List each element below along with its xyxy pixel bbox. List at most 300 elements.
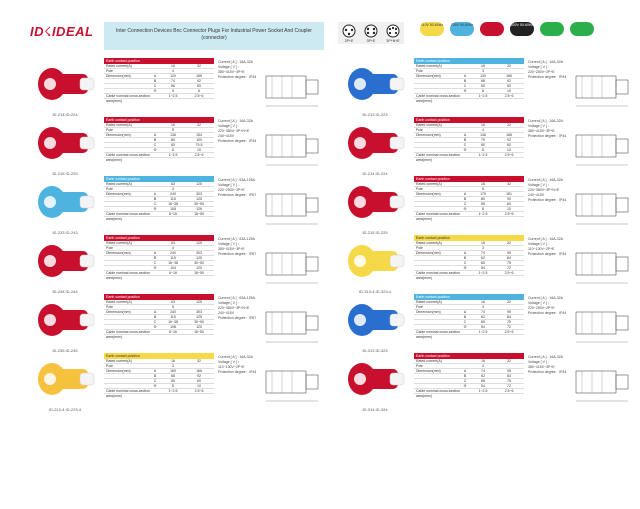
row-label: Cable nominal cross-section area(mm²)	[416, 330, 460, 339]
dim-value: 80	[171, 138, 175, 142]
dim-value: 240	[170, 251, 176, 255]
dim-value: 8	[482, 207, 484, 211]
plug-illustration	[338, 235, 412, 287]
row-label: Rated current(A)	[106, 300, 132, 304]
amp-value: 125	[196, 300, 202, 304]
dim-value: 95	[507, 369, 511, 373]
row-label: Cable nominal cross-section area(mm²)	[106, 389, 150, 398]
dim-value: 62	[481, 315, 485, 319]
row-sub	[186, 364, 212, 368]
dim-value: 72	[507, 266, 511, 270]
dim-key: B	[463, 374, 467, 378]
row-label	[104, 202, 150, 206]
product-section	[338, 353, 636, 413]
product-image	[338, 117, 412, 177]
spec-line: Protection degree：IP44	[218, 75, 257, 79]
row-label: Dimension(mm)	[416, 369, 441, 373]
row-label	[104, 89, 150, 93]
plug-illustration	[338, 58, 412, 110]
dim-value: 84	[507, 256, 511, 260]
product-section	[338, 176, 636, 236]
row-label	[414, 320, 460, 324]
cable-value: 2.5~6	[504, 330, 514, 334]
dim-value: 68	[481, 79, 485, 83]
row-sub	[460, 182, 470, 186]
row-label	[414, 256, 460, 260]
dim-key: A	[463, 369, 467, 373]
dim-value: 8	[482, 148, 484, 152]
row-sub	[460, 64, 470, 68]
cable-row	[104, 153, 214, 162]
dim-value: 62	[481, 374, 485, 378]
row-sub	[496, 305, 522, 309]
dim-value: 60	[507, 202, 511, 206]
row-sub	[150, 94, 160, 98]
dim-value: 8	[482, 89, 484, 93]
row-label: Rated current(A)	[106, 241, 132, 245]
voltage-swatch-label: 500V 50-60Hz	[510, 23, 534, 27]
row-label: Rated current(A)	[416, 359, 442, 363]
row-label	[104, 79, 150, 83]
product-image	[28, 353, 102, 413]
spec-text	[218, 119, 260, 144]
spec-line: Protection degree：IP67	[218, 252, 257, 256]
row-label: Pole	[106, 246, 114, 250]
dim-key: B	[153, 256, 157, 260]
row-label	[104, 315, 150, 319]
dimension-diagram	[572, 180, 634, 232]
spec-table	[104, 235, 214, 295]
row-sub	[496, 364, 522, 368]
dim-value: 120	[196, 325, 202, 329]
table-header: Earth contact position	[414, 117, 524, 123]
spec-table	[414, 117, 524, 177]
cable-row	[104, 389, 214, 398]
voltage-swatch-label: 230V 50-60Hz	[450, 23, 474, 27]
product-section	[338, 117, 636, 177]
dim-key: C	[463, 84, 467, 88]
row-sub	[460, 187, 470, 191]
row-label	[104, 379, 150, 383]
dim-key: Φ	[463, 89, 467, 93]
spec-line: Current [ A ] : 16A-32A	[218, 119, 254, 123]
pole-value: 5	[172, 305, 174, 309]
dim-value: 65	[481, 379, 485, 383]
product-model-label: ID-313-4 ID-323-4	[358, 289, 392, 294]
row-label	[414, 325, 460, 329]
pole-value: 3	[172, 364, 174, 368]
dim-value: 30~50	[194, 202, 204, 206]
product-model-label: ID-215 ID-225	[52, 171, 78, 176]
spec-line: 240~415V	[218, 311, 235, 315]
spec-line: Current [ A ] : 16A-32A	[528, 178, 564, 182]
dim-value: 108	[170, 325, 176, 329]
plug-illustration	[28, 176, 102, 228]
dim-value: 92	[507, 138, 511, 142]
pole-value: 3	[482, 246, 484, 250]
amp-value: 16	[481, 64, 485, 68]
row-sub	[186, 246, 212, 250]
row-label: Cable nominal cross-section area(mm²)	[416, 389, 460, 398]
row-label	[104, 261, 150, 265]
amp-value: 16	[481, 300, 485, 304]
row-label: Cable nominal cross-section area(mm²)	[416, 153, 460, 162]
dim-value: 108	[170, 207, 176, 211]
cable-value: 16~50	[194, 271, 204, 275]
row-label	[104, 148, 150, 152]
spec-line: Voltage [ V ] : 220~380V~3P+N+E	[528, 183, 560, 192]
cable-value: 2.5~6	[504, 212, 514, 216]
dim-value: 74	[171, 79, 175, 83]
dim-key: C	[153, 379, 157, 383]
row-label	[104, 138, 150, 142]
product-section	[338, 58, 636, 118]
dim-value: 60	[481, 143, 485, 147]
dimension-diagram	[262, 180, 324, 232]
amp-value: 16	[171, 123, 175, 127]
cable-value: 1~2.5	[168, 389, 178, 393]
dim-key: C	[463, 320, 467, 324]
cable-row	[414, 153, 524, 162]
spec-line: Voltage [ V ] : 220~380V~3P+N+E	[218, 301, 250, 310]
product-section	[28, 235, 326, 295]
row-sub	[150, 128, 160, 132]
dim-value: 72	[507, 325, 511, 329]
row-sub	[460, 69, 470, 73]
dim-key: C	[153, 143, 157, 147]
dim-value: 92	[507, 79, 511, 83]
brand-logo: ID☇IDEAL	[30, 24, 94, 39]
row-label: Dimension(mm)	[106, 251, 131, 255]
row-sub	[150, 359, 160, 363]
amp-value: 32	[507, 241, 511, 245]
dim-value: 92	[197, 374, 201, 378]
dim-key: A	[153, 310, 157, 314]
spec-line: Current [ A ] : 63A-125A	[218, 296, 255, 300]
spec-line: Protection degree：IP44	[528, 311, 567, 315]
cable-value: 6~16	[169, 330, 177, 334]
dim-key: Φ	[153, 266, 157, 270]
row-label	[414, 138, 460, 142]
dim-value: 115	[170, 197, 176, 201]
dim-key: B	[153, 197, 157, 201]
row-label: Rated current(A)	[106, 123, 132, 127]
voltage-swatch	[570, 22, 594, 36]
dim-value: 68	[171, 374, 175, 378]
product-section	[338, 294, 636, 354]
pole-value: 3	[172, 187, 174, 191]
row-label: Dimension(mm)	[106, 310, 131, 314]
dim-key: Φ	[463, 384, 467, 388]
cable-row	[414, 389, 524, 398]
row-label	[104, 325, 150, 329]
row-label	[104, 256, 150, 260]
cable-value: 1~2.5	[478, 94, 488, 98]
dim-value: 146	[480, 133, 486, 137]
row-label: Rated current(A)	[106, 64, 132, 68]
dimension-diagram	[262, 239, 324, 291]
cable-value: 2.5~6	[504, 94, 514, 98]
dim-key: Φ	[463, 148, 467, 152]
dim-value: 175	[480, 192, 486, 196]
row-label	[104, 197, 150, 201]
row-sub	[150, 153, 160, 157]
cable-row	[104, 94, 214, 103]
amp-value: 32	[507, 359, 511, 363]
spec-line: Protection degree：IP44	[528, 252, 567, 256]
dim-value: 104	[170, 266, 176, 270]
plug-illustration	[28, 58, 102, 110]
pole-value: 4	[172, 246, 174, 250]
spec-line: Voltage [ V ] : 110~130V~2P+E	[218, 360, 245, 369]
plug-3pne-icon	[387, 25, 399, 37]
row-label: Dimension(mm)	[416, 133, 441, 137]
dim-value: 54	[481, 325, 485, 329]
dim-value: 60	[507, 143, 511, 147]
dim-value: 30~50	[194, 261, 204, 265]
plug-illustration	[28, 117, 102, 169]
dim-key: B	[463, 197, 467, 201]
plug-2pe-icon	[343, 25, 355, 37]
dim-value: 6	[198, 89, 200, 93]
dim-value: 120	[196, 266, 202, 270]
dim-key: C	[463, 143, 467, 147]
row-label: Pole	[106, 69, 114, 73]
row-label: Dimension(mm)	[416, 251, 441, 255]
row-label	[414, 374, 460, 378]
dim-value: 10	[507, 207, 511, 211]
dim-value: 79	[481, 138, 485, 142]
row-sub	[150, 241, 160, 245]
spec-line: Protection degree：IP44	[528, 75, 567, 79]
cable-value: 16~50	[194, 330, 204, 334]
row-sub	[150, 330, 160, 334]
row-sub	[496, 128, 522, 132]
table-header: Earth contact position	[104, 294, 214, 300]
spec-table	[414, 235, 524, 295]
right-page	[338, 18, 636, 420]
row-sub	[150, 271, 160, 275]
row-label	[414, 379, 460, 383]
dim-value: 95	[507, 310, 511, 314]
spec-text	[528, 296, 570, 316]
spec-line: Current [ A ] : 16A-32A	[528, 296, 564, 300]
spec-text	[218, 237, 260, 257]
row-label: Pole	[106, 128, 114, 132]
dim-value: 115	[170, 256, 176, 260]
dim-value: 50	[171, 379, 175, 383]
pole-value: 3	[482, 69, 484, 73]
dim-value: 75	[507, 261, 511, 265]
dimension-diagram	[262, 298, 324, 350]
row-label: Pole	[416, 187, 424, 191]
spec-text	[528, 355, 570, 375]
row-label: Cable nominal cross-section area(mm²)	[106, 94, 150, 103]
row-label	[414, 89, 460, 93]
dim-key: A	[153, 192, 157, 196]
table-header: Earth contact position	[104, 353, 214, 359]
row-label: Rated current(A)	[416, 123, 442, 127]
dim-value: 130	[480, 74, 486, 78]
dim-key: C	[153, 84, 157, 88]
plug-3pe-icon	[365, 25, 377, 37]
dim-key: B	[463, 138, 467, 142]
dim-value: 166	[506, 74, 512, 78]
dim-value: 60	[197, 379, 201, 383]
cable-value: 2.5~6	[504, 153, 514, 157]
spec-line: 240~415V	[528, 193, 545, 197]
cable-value: 1~2.5	[478, 389, 488, 393]
dim-key: B	[153, 374, 157, 378]
dim-value: 62	[481, 256, 485, 260]
spec-line: Current [ A ] : 16A-32A	[528, 119, 564, 123]
row-sub	[496, 187, 522, 191]
row-label	[414, 266, 460, 270]
spec-table	[414, 176, 524, 236]
dim-value: 160	[170, 369, 176, 373]
amp-value: 16	[481, 123, 485, 127]
spec-line: Protection degree：IP44	[218, 139, 257, 143]
row-label: Pole	[106, 305, 114, 309]
dim-key: Φ	[153, 207, 157, 211]
spec-table	[104, 117, 214, 177]
cable-row	[414, 212, 524, 221]
row-label: Cable nominal cross-section area(mm²)	[416, 212, 460, 221]
left-page	[28, 18, 326, 420]
dim-value: 8	[172, 384, 174, 388]
row-label	[414, 384, 460, 388]
cable-value: 2.5~6	[194, 153, 204, 157]
row-label	[104, 143, 150, 147]
row-sub	[460, 389, 470, 393]
row-label: Dimension(mm)	[106, 369, 131, 373]
row-label	[414, 79, 460, 83]
row-sub	[460, 94, 470, 98]
spec-table	[414, 58, 524, 118]
row-label: Cable nominal cross-section area(mm²)	[106, 330, 150, 339]
table-header: Earth contact position	[414, 176, 524, 182]
dim-value: 84	[507, 374, 511, 378]
dimension-diagram	[572, 357, 634, 409]
row-sub	[460, 359, 470, 363]
product-image	[28, 235, 102, 295]
cable-row	[104, 212, 214, 221]
dim-value: 65	[481, 261, 485, 265]
amp-value: 32	[197, 64, 201, 68]
product-model-label: ID-213-4 ID-223-4	[48, 407, 82, 412]
dim-value: 84	[507, 315, 511, 319]
row-sub	[460, 305, 470, 309]
dim-value: 240	[170, 310, 176, 314]
dim-key: C	[463, 379, 467, 383]
plug-illustration	[338, 176, 412, 228]
spec-table	[104, 58, 214, 118]
dim-value: 303	[196, 192, 202, 196]
voltage-swatch	[480, 22, 504, 36]
spec-table	[414, 353, 524, 413]
row-label	[104, 84, 150, 88]
product-section	[28, 117, 326, 177]
dimension-diagram	[262, 62, 324, 114]
dim-key: Φ	[153, 384, 157, 388]
voltage-swatch-label: 110V 50-60Hz	[420, 23, 444, 27]
product-model-label: ID-214 ID-224	[362, 171, 388, 176]
product-image	[338, 58, 412, 118]
cable-value: 2.5~6	[504, 389, 514, 393]
row-label: Dimension(mm)	[106, 133, 131, 137]
row-sub	[150, 123, 160, 127]
product-model-label: ID-213 ID-223	[362, 112, 388, 117]
row-label	[414, 315, 460, 319]
dim-value: 10	[197, 384, 201, 388]
cable-value: 2.5~6	[194, 94, 204, 98]
row-label: Dimension(mm)	[416, 310, 441, 314]
spec-text	[528, 237, 570, 257]
dim-key: A	[153, 251, 157, 255]
spec-text	[218, 60, 260, 80]
dim-value: 136	[170, 133, 176, 137]
pole-value: 4	[482, 364, 484, 368]
dim-value: 115	[170, 315, 176, 319]
dim-key: C	[153, 320, 157, 324]
row-sub	[150, 246, 160, 250]
plug-icons-strip	[338, 22, 404, 44]
row-label: Pole	[416, 69, 424, 73]
dim-key: C	[463, 261, 467, 265]
row-label: Pole	[416, 305, 424, 309]
row-label: Pole	[416, 364, 424, 368]
product-image	[338, 294, 412, 354]
dim-value: 50	[481, 84, 485, 88]
row-label: Pole	[106, 187, 114, 191]
row-sub	[460, 330, 470, 334]
plug-illustration	[338, 117, 412, 169]
spec-line: Protection degree：IP44	[218, 370, 257, 374]
cable-value: 1~2.5	[478, 330, 488, 334]
row-label: Pole	[106, 364, 114, 368]
amp-value: 32	[507, 182, 511, 186]
product-section	[28, 353, 326, 413]
cable-value: 2.5~6	[194, 389, 204, 393]
dim-value: 10	[507, 148, 511, 152]
dim-key: Φ	[153, 148, 157, 152]
cable-value: 1~2.5	[478, 271, 488, 275]
dim-key: A	[463, 192, 467, 196]
dim-key: Φ	[463, 207, 467, 211]
dim-value: 125	[196, 315, 202, 319]
cable-value: 16~50	[194, 212, 204, 216]
dimension-diagram	[262, 357, 324, 409]
dim-value: 75	[507, 320, 511, 324]
row-sub	[460, 128, 470, 132]
spec-line: Current [ A ] : 16A-32A	[528, 355, 564, 359]
cable-value: 2.5~6	[504, 271, 514, 275]
dim-key: A	[153, 74, 157, 78]
dim-key: B	[153, 315, 157, 319]
spec-line: Voltage [ V ] : 380~415V~3P+E	[528, 124, 555, 133]
row-label: Dimension(mm)	[106, 74, 131, 78]
spec-line: Current [ A ] : 16A-32A	[218, 60, 254, 64]
product-image	[338, 176, 412, 236]
table-header: Earth contact position	[414, 58, 524, 64]
plug-illustration	[28, 235, 102, 287]
dim-key: Φ	[153, 89, 157, 93]
row-sub	[496, 246, 522, 250]
spec-line: Current [ A ] : 16A-32A	[528, 60, 564, 64]
spec-text	[528, 60, 570, 80]
dim-value: 60	[507, 84, 511, 88]
spec-table	[104, 353, 214, 413]
